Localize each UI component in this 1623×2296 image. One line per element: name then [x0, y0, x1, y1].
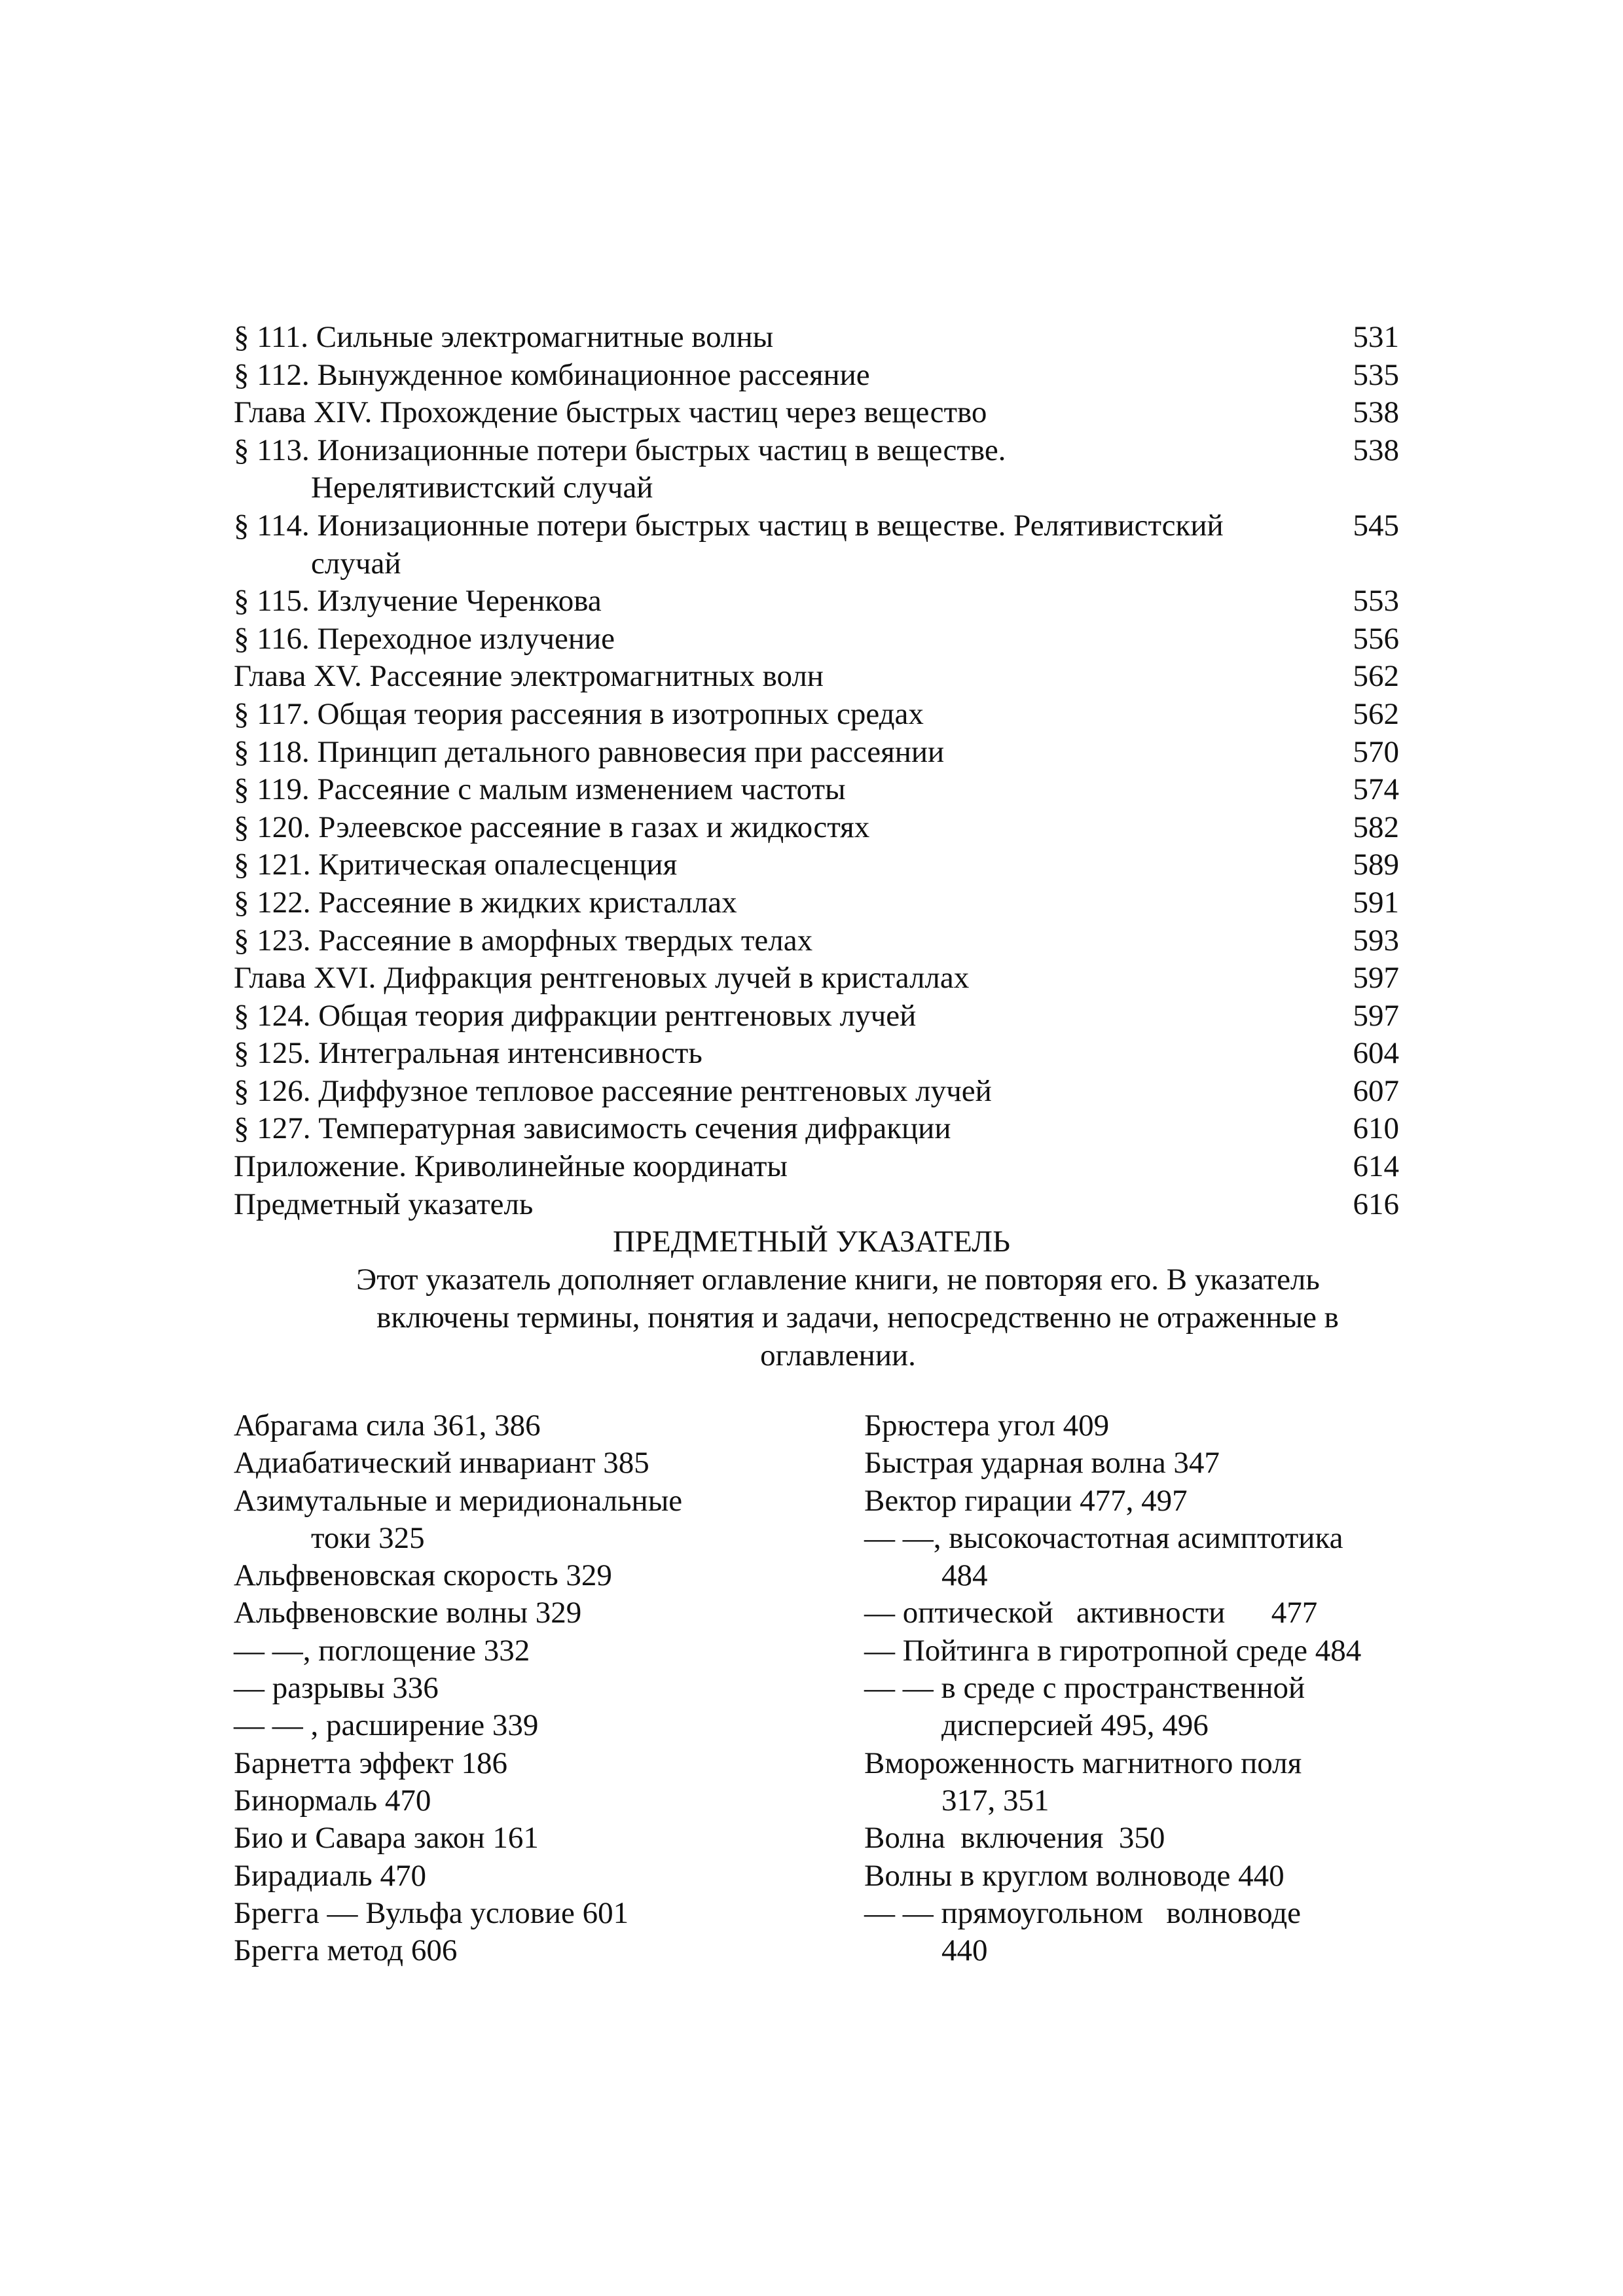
toc-entry-title: § 118. Принцип детального равновесия при рассеянии [234, 734, 945, 769]
toc-entry [234, 583, 1399, 620]
toc-entry-title: § 126. Диффузное тепловое рассеяние рентгеновых лучей [234, 1073, 992, 1108]
index-entry: Адиабатический инвариант 385 [234, 1446, 649, 1480]
toc-entry [234, 357, 1399, 395]
toc-entry-page: 616 [1353, 1187, 1399, 1221]
index-entry-continuation: дисперсией 495, 496 [941, 1708, 1209, 1743]
toc-entry-title: § 112. Вынужденное комбинационное рассеяние [234, 357, 870, 392]
index-entry: Барнетта эффект 186 [234, 1746, 508, 1780]
index-entry: — разрывы 336 [234, 1671, 439, 1706]
toc-entry-title: § 122. Рассеяние в жидких кристаллах [234, 885, 737, 920]
toc-entry-page: 607 [1353, 1073, 1399, 1108]
index-intro-line: Этот указатель дополняет оглавление книги, не повторяя его. В указатель [356, 1263, 1320, 1297]
index-entry-text: — — в среде с пространственной [864, 1671, 1305, 1706]
index-entry-continuation: 484 [941, 1558, 988, 1593]
toc-entry-title: § 120. Рэлеевское рассеяние в газах и жидкостях [234, 810, 870, 844]
toc-entry-page: 535 [1353, 357, 1399, 392]
index-entry: — оптической активности 477 [864, 1596, 1318, 1630]
toc-entry-title: § 125. Интегральная интенсивность [234, 1036, 702, 1071]
toc-entry-title: § 127. Температурная зависимость сечения дифракции [234, 1111, 951, 1146]
toc-entry-page: 582 [1353, 810, 1399, 844]
index-entry: Альфвеновские волны 329 [234, 1596, 582, 1630]
toc-entry [234, 620, 1399, 658]
toc-entry-page: 597 [1353, 961, 1399, 996]
index-entry: Волна включения 350 [864, 1821, 1165, 1856]
toc-entry [234, 809, 1399, 847]
toc-entry-title: § 115. Излучение Черенкова [234, 584, 602, 619]
toc-entry [234, 1148, 1399, 1186]
toc-entry-page: 589 [1353, 848, 1399, 882]
toc-entry-page: 591 [1353, 885, 1399, 920]
index-entry-continuation: токи 325 [311, 1520, 425, 1555]
toc-entry-page: 553 [1353, 584, 1399, 619]
toc-entry-page: 545 [1353, 508, 1399, 543]
toc-entry-title: § 121. Критическая опалесценция [234, 848, 678, 882]
toc-entry-title: § 119. Рассеяние с малым изменением частоты [234, 772, 846, 807]
index-entry: Вектор гирации 477, 497 [864, 1483, 1188, 1518]
index-entry: Альфвеновская скорость 329 [234, 1558, 612, 1593]
toc-entry-page: 614 [1353, 1149, 1399, 1184]
toc-entry-page: 574 [1353, 772, 1399, 807]
toc-entry [234, 432, 1399, 507]
toc-entry-title: § 116. Переходное излучение [234, 621, 615, 656]
index-entry [864, 1895, 1453, 1970]
toc-entry-continuation: случай [311, 546, 401, 581]
toc-entry [234, 1035, 1399, 1073]
index-intro-line: оглавлении. [760, 1338, 916, 1372]
toc-entry-page: 531 [1353, 320, 1399, 354]
index-entry-continuation: 440 [941, 1933, 988, 1968]
toc-entry [234, 1186, 1399, 1224]
toc-entry-page: 597 [1353, 998, 1399, 1033]
toc-entry-continuation: Нерелятивистский случай [311, 471, 653, 505]
toc-entry-title: Глава XIV. Прохождение быстрых частиц через вещество [234, 395, 987, 430]
toc-entry [234, 658, 1399, 696]
toc-entry [234, 1110, 1399, 1148]
toc-entry [234, 771, 1399, 809]
toc-entry-title: § 123. Рассеяние в аморфных твердых телах [234, 923, 813, 958]
index-entry [864, 1520, 1453, 1595]
toc-entry-page: 604 [1353, 1036, 1399, 1071]
toc-entry [234, 696, 1399, 734]
toc-entry-page: 556 [1353, 621, 1399, 656]
index-entry-text: — — прямоугольном волноводе [864, 1895, 1301, 1930]
index-entry: Бинормаль 470 [234, 1783, 431, 1818]
toc-entry-page: 562 [1353, 696, 1399, 731]
toc-entry-title: § 124. Общая теория дифракции рентгеновых лучей [234, 998, 917, 1033]
index-entry [234, 1482, 888, 1558]
toc-entry-title: § 113. Ионизационные потери быстрых частиц в веществе. [234, 433, 1006, 467]
toc-entry-title: § 114. Ионизационные потери быстрых частиц в веществе. Релятивистский [234, 508, 1224, 543]
toc-entry [234, 507, 1399, 583]
index-entry [864, 1670, 1453, 1745]
toc-entry-page: 610 [1353, 1111, 1399, 1146]
toc-entry-title: Глава XV. Рассеяние электромагнитных волн [234, 659, 824, 694]
index-entry: Брюстера угол 409 [864, 1408, 1110, 1443]
toc-entry [234, 394, 1399, 432]
index-entry [864, 1745, 1453, 1820]
index-entry-continuation: 317, 351 [941, 1783, 1049, 1818]
index-intro [282, 1261, 1395, 1374]
index-entry-text: — —, высокочастотная асимптотика [864, 1520, 1343, 1555]
index-column-left [234, 1407, 888, 1969]
index-entry: — Пойтинга в гиротропной среде 484 [864, 1633, 1362, 1668]
index-intro-line: включены термины, понятия и задачи, непосредственно не отраженные в [376, 1300, 1339, 1335]
index-entry: Брегга метод 606 [234, 1933, 458, 1968]
index-entry: Волны в круглом волноводе 440 [864, 1858, 1285, 1893]
index-entry: Био и Савара закон 161 [234, 1821, 539, 1856]
index-column-right [864, 1407, 1453, 1969]
toc-entry [234, 1073, 1399, 1111]
toc-entry [234, 884, 1399, 922]
index-entry: Брегга — Вульфа условие 601 [234, 1895, 629, 1930]
table-of-contents [234, 319, 1399, 1223]
toc-entry [234, 997, 1399, 1035]
index-entry: Быстрая ударная волна 347 [864, 1446, 1220, 1480]
toc-entry-title: § 117. Общая теория рассеяния в изотропных средах [234, 696, 924, 731]
toc-entry-page: 538 [1353, 395, 1399, 430]
toc-entry [234, 960, 1399, 997]
index-entry: Бирадиаль 470 [234, 1858, 426, 1893]
toc-entry-title: Предметный указатель [234, 1187, 534, 1221]
toc-entry [234, 846, 1399, 884]
index-entry-text: Вмороженность магнитного поля [864, 1746, 1302, 1780]
toc-entry-title: Глава XVI. Дифракция рентгеновых лучей в кристаллах [234, 961, 970, 996]
toc-entry [234, 922, 1399, 960]
index-entry-text: Азимутальные и меридиональные [234, 1483, 683, 1518]
index-entry: — — , расширение 339 [234, 1708, 539, 1743]
toc-entry-title: § 111. Сильные электромагнитные волны [234, 320, 774, 354]
index-entry: Абрагама сила 361, 386 [234, 1408, 541, 1443]
index-heading: ПРЕДМЕТНЫЙ УКАЗАТЕЛЬ [612, 1225, 1011, 1259]
toc-entry [234, 734, 1399, 772]
toc-entry-page: 562 [1353, 659, 1399, 694]
toc-entry-title: Приложение. Криволинейные координаты [234, 1149, 788, 1184]
index-entry: — —, поглощение 332 [234, 1633, 530, 1668]
toc-entry-page: 593 [1353, 923, 1399, 958]
toc-entry-page: 538 [1353, 433, 1399, 467]
toc-entry [234, 319, 1399, 357]
toc-entry-page: 570 [1353, 734, 1399, 769]
